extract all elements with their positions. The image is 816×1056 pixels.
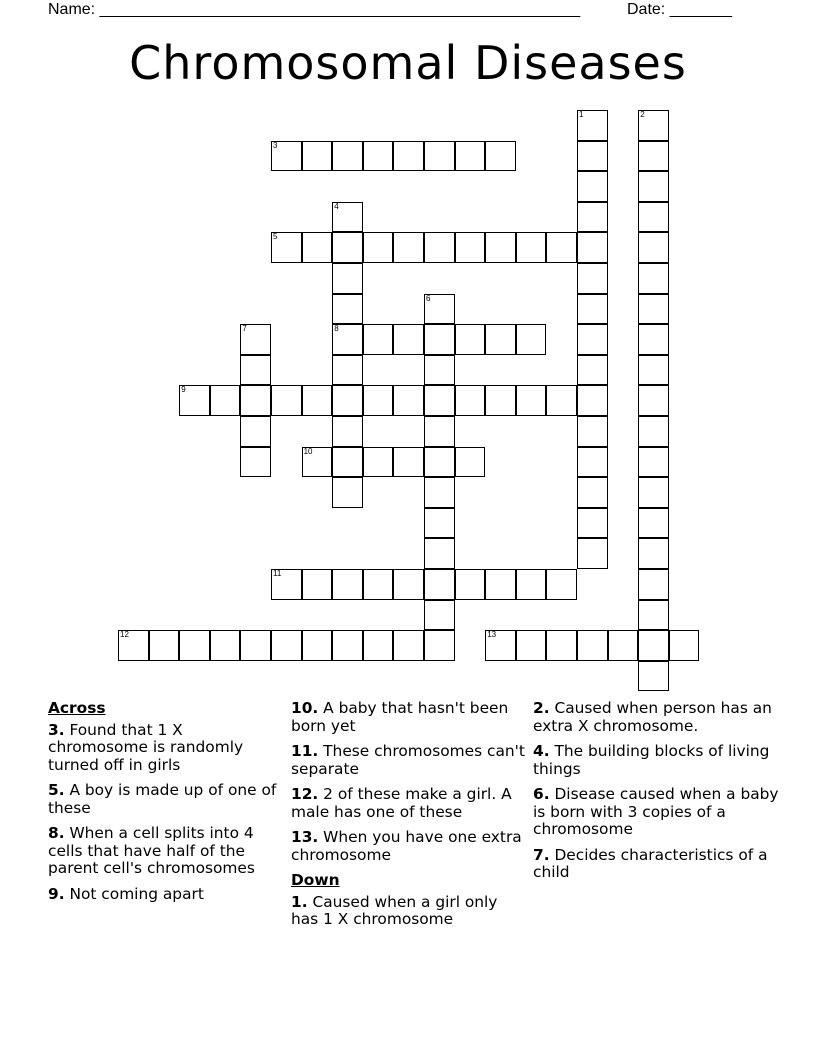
grid-cell[interactable] (302, 232, 333, 263)
grid-cell[interactable] (485, 232, 516, 263)
grid-cell[interactable] (455, 141, 486, 172)
grid-cell[interactable] (424, 385, 455, 416)
grid-cell[interactable] (485, 141, 516, 172)
grid-cell[interactable] (424, 447, 455, 478)
grid-cell[interactable] (577, 508, 608, 539)
grid-cell[interactable] (118, 630, 149, 661)
clue-number: 5. (48, 781, 65, 799)
cell-number: 3 (273, 140, 278, 150)
grid-cell[interactable] (638, 355, 669, 386)
grid-cell[interactable] (302, 569, 333, 600)
grid-cell[interactable] (638, 202, 669, 233)
clue-number: 6. (533, 785, 550, 803)
clue-down-1 (291, 894, 527, 929)
grid-cell[interactable] (638, 447, 669, 478)
grid-cell[interactable] (363, 447, 394, 478)
grid-cell[interactable] (424, 141, 455, 172)
grid-cell[interactable] (363, 569, 394, 600)
cell-number: 4 (334, 201, 339, 211)
date-field[interactable]: Date: _______ (627, 1, 732, 18)
cell-number: 5 (273, 232, 278, 242)
grid-cell[interactable] (455, 324, 486, 355)
grid-cell[interactable] (638, 263, 669, 294)
clue-text: The building blocks of living things (533, 742, 770, 778)
clue-number: 9. (48, 884, 65, 903)
cell-number: 9 (181, 385, 186, 395)
grid-cell[interactable] (638, 141, 669, 172)
grid-cell[interactable] (577, 630, 608, 661)
cell-number: 1 (579, 110, 584, 119)
grid-cell[interactable] (363, 232, 394, 263)
clue-text: When a cell splits into 4 cells that have half of the parent cell's chromosomes (48, 824, 255, 877)
grid-cell[interactable] (393, 569, 424, 600)
grid-cell[interactable] (240, 447, 271, 478)
grid-cell[interactable] (393, 232, 424, 263)
clue-number: 7. (533, 845, 550, 864)
grid-cell[interactable] (638, 171, 669, 202)
clue-number: 11. (291, 742, 319, 760)
grid-cell[interactable] (302, 630, 333, 661)
grid-cell[interactable] (240, 385, 271, 416)
grid-cell[interactable] (608, 630, 639, 661)
clue-text: A boy is made up of one of these (48, 781, 277, 817)
clue-number: 4. (533, 742, 550, 760)
grid-cell[interactable] (424, 600, 455, 631)
grid-cell[interactable] (638, 477, 669, 508)
grid-cell[interactable] (363, 630, 394, 661)
grid-cell[interactable] (271, 569, 302, 600)
grid-cell[interactable] (424, 294, 455, 325)
grid-cell[interactable] (577, 232, 608, 263)
grid-cell[interactable] (638, 385, 669, 416)
grid-cell[interactable] (577, 141, 608, 172)
grid-cell[interactable] (577, 538, 608, 569)
grid-cell[interactable] (577, 110, 608, 141)
clue-across-10 (291, 700, 527, 735)
grid-cell[interactable] (424, 477, 455, 508)
grid-cell[interactable] (485, 630, 516, 661)
grid-cell[interactable] (332, 141, 363, 172)
grid-cell[interactable] (271, 385, 302, 416)
clue-number: 10. (291, 699, 319, 717)
clue-across-13 (291, 829, 527, 864)
cell-number: 2 (640, 110, 645, 119)
name-field[interactable]: Name: ______________________________________________________ (48, 1, 581, 18)
grid-cell[interactable] (516, 232, 547, 263)
grid-cell[interactable] (332, 569, 363, 600)
clue-text: 2 of these make a girl. A male has one of these (291, 785, 512, 821)
grid-cell[interactable] (363, 385, 394, 416)
grid-cell[interactable] (393, 630, 424, 661)
grid-cell[interactable] (577, 171, 608, 202)
clue-number: 3. (48, 720, 65, 739)
grid-cell[interactable] (240, 355, 271, 386)
grid-cell[interactable] (302, 141, 333, 172)
cell-number: 10 (303, 446, 313, 456)
grid-cell[interactable] (546, 569, 577, 600)
grid-cell[interactable] (302, 385, 333, 416)
grid-cell[interactable] (424, 232, 455, 263)
grid-cell[interactable] (332, 324, 363, 355)
clue-text: Not coming apart (64, 884, 204, 903)
grid-cell[interactable] (546, 630, 577, 661)
clue-down-7 (533, 847, 783, 882)
clue-across-5 (48, 782, 284, 817)
clue-number: 1. (291, 892, 308, 911)
grid-cell[interactable] (516, 385, 547, 416)
clue-text: Found that 1 X chromosome is randomly turned off in girls (48, 720, 244, 774)
grid-cell[interactable] (485, 385, 516, 416)
grid-cell[interactable] (638, 416, 669, 447)
grid-cell[interactable] (638, 538, 669, 569)
grid-cell[interactable] (455, 447, 486, 478)
grid-cell[interactable] (393, 324, 424, 355)
grid-cell[interactable] (577, 447, 608, 478)
page-title: Chromosomal Diseases (129, 36, 687, 90)
clue-text: Caused when person has an extra X chromosome. (533, 699, 772, 735)
grid-cell[interactable] (393, 385, 424, 416)
grid-cell[interactable] (332, 416, 363, 447)
grid-cell[interactable] (669, 630, 700, 661)
cell-number: 7 (242, 324, 247, 334)
cell-number: 12 (120, 630, 129, 640)
grid-cell[interactable] (546, 232, 577, 263)
clue-across-9 (48, 886, 284, 904)
grid-cell[interactable] (638, 630, 669, 661)
down-heading: Down (291, 871, 340, 889)
grid-cell[interactable] (179, 385, 210, 416)
clue-across-8 (48, 825, 284, 878)
clue-down-6 (533, 786, 783, 839)
grid-cell[interactable] (577, 385, 608, 416)
grid-cell[interactable] (577, 355, 608, 386)
grid-cell[interactable] (577, 416, 608, 447)
grid-cell[interactable] (424, 355, 455, 386)
cell-number: 13 (487, 630, 497, 640)
grid-cell[interactable] (638, 294, 669, 325)
grid-cell[interactable] (424, 508, 455, 539)
clue-text: Disease caused when a baby is born with 3 copies of a chromosome (533, 785, 779, 838)
grid-cell[interactable] (577, 294, 608, 325)
grid-cell[interactable] (516, 569, 547, 600)
clue-number: 12. (291, 785, 319, 803)
grid-cell[interactable] (424, 538, 455, 569)
grid-cell[interactable] (271, 141, 302, 172)
clue-number: 8. (48, 824, 65, 842)
grid-cell[interactable] (210, 630, 241, 661)
clue-number: 2. (533, 699, 550, 717)
grid-cell[interactable] (271, 630, 302, 661)
clues-column-1 (48, 700, 284, 911)
grid-cell[interactable] (638, 600, 669, 631)
clue-number: 13. (291, 828, 319, 846)
grid-cell[interactable] (332, 355, 363, 386)
clue-down-2 (533, 700, 783, 735)
grid-cell[interactable] (332, 232, 363, 263)
grid-cell[interactable] (332, 385, 363, 416)
grid-cell[interactable] (485, 324, 516, 355)
grid-cell[interactable] (332, 202, 363, 233)
cell-number: 6 (426, 293, 431, 303)
grid-cell[interactable] (210, 385, 241, 416)
grid-cell[interactable] (393, 141, 424, 172)
grid-cell[interactable] (179, 630, 210, 661)
grid-cell[interactable] (638, 110, 669, 141)
grid-cell[interactable] (424, 324, 455, 355)
clue-text: Caused when a girl only has 1 X chromosome (291, 892, 498, 928)
clue-across-3 (48, 722, 284, 775)
grid-cell[interactable] (485, 569, 516, 600)
grid-cell[interactable] (332, 630, 363, 661)
grid-cell[interactable] (424, 416, 455, 447)
clues-column-2 (291, 700, 527, 937)
grid-cell[interactable] (332, 294, 363, 325)
grid-cell[interactable] (332, 477, 363, 508)
grid-cell[interactable] (240, 416, 271, 447)
grid-cell[interactable] (424, 569, 455, 600)
grid-cell[interactable] (455, 232, 486, 263)
cell-number: 11 (273, 569, 282, 578)
clue-text: When you have one extra chromosome (291, 828, 522, 864)
grid-cell[interactable] (577, 324, 608, 355)
grid-cell[interactable] (424, 630, 455, 661)
grid-cell[interactable] (638, 661, 669, 692)
grid-cell[interactable] (363, 324, 394, 355)
grid-cell[interactable] (638, 324, 669, 355)
grid-cell[interactable] (577, 263, 608, 294)
grid-cell[interactable] (149, 630, 180, 661)
grid-cell[interactable] (577, 202, 608, 233)
grid-cell[interactable] (393, 447, 424, 478)
grid-cell[interactable] (516, 324, 547, 355)
clue-across-12 (291, 786, 527, 821)
grid-cell[interactable] (455, 569, 486, 600)
grid-cell[interactable] (638, 232, 669, 263)
grid-cell[interactable] (240, 630, 271, 661)
clue-down-4 (533, 743, 783, 778)
clue-text: These chromosomes can't separate (291, 742, 525, 778)
grid-cell[interactable] (363, 141, 394, 172)
grid-cell[interactable] (455, 385, 486, 416)
grid-cell[interactable] (271, 232, 302, 263)
grid-cell[interactable] (577, 477, 608, 508)
cell-number: 8 (334, 324, 339, 334)
grid-cell[interactable] (332, 263, 363, 294)
clue-text: Decides characteristics of a child (533, 845, 768, 881)
grid-cell[interactable] (302, 447, 333, 478)
across-heading: Across (48, 699, 106, 717)
grid-cell[interactable] (638, 569, 669, 600)
grid-cell[interactable] (516, 630, 547, 661)
clues-column-3 (533, 700, 783, 890)
clue-across-11 (291, 743, 527, 778)
clue-text: A baby that hasn't been born yet (291, 699, 509, 735)
grid-cell[interactable] (240, 324, 271, 355)
grid-cell[interactable] (332, 447, 363, 478)
grid-cell[interactable] (638, 508, 669, 539)
grid-cell[interactable] (546, 385, 577, 416)
